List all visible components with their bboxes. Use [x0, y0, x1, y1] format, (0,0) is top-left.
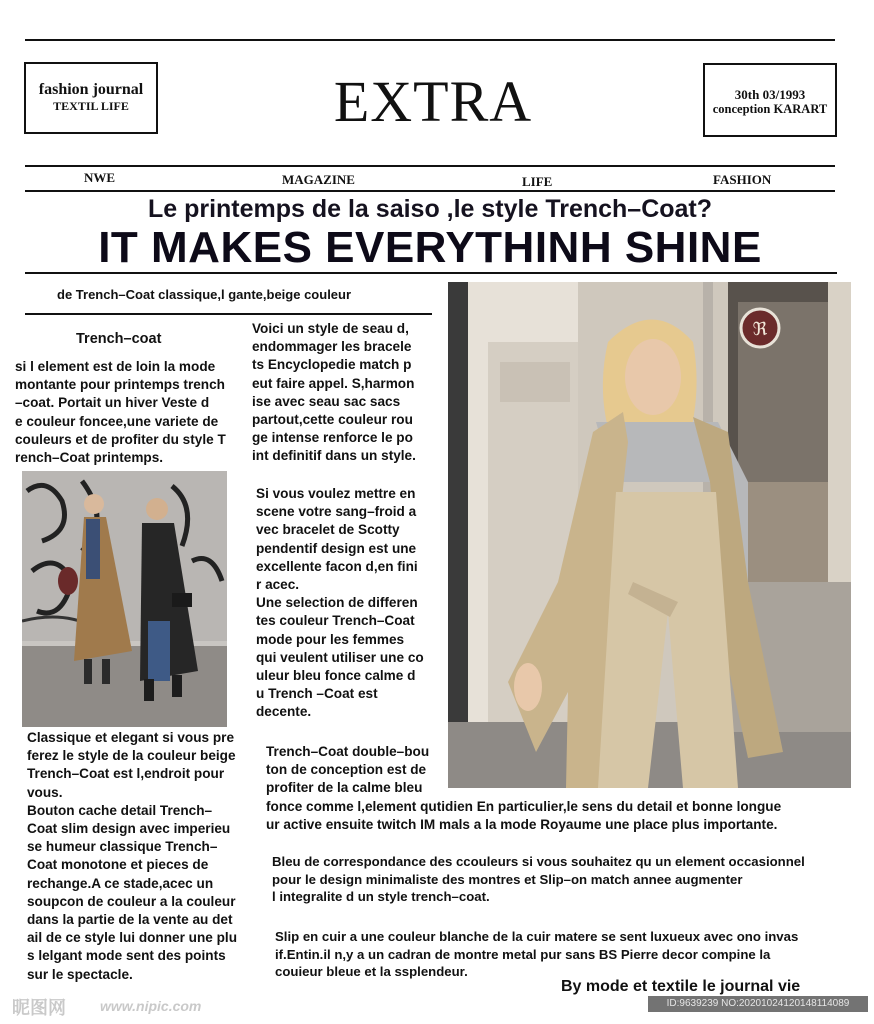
- street-photo: [22, 471, 227, 727]
- text-line: dans la partie de la vente au det: [27, 912, 233, 928]
- trench-coat-photo-illustration: [448, 282, 851, 788]
- street-photo-illustration: [22, 471, 227, 727]
- text-line: partout,cette couleur rou: [252, 412, 413, 428]
- watermark-id: ID:9639239 NO:20201024120148114089: [648, 996, 868, 1012]
- top-rule: [25, 39, 835, 41]
- text-line: fonce comme l,element qutidien En particulier,le sens du detail et bonne longue: [266, 798, 782, 814]
- text-line: Bouton cache detail Trench–: [27, 802, 213, 818]
- text-line: si l element est de loin la mode: [15, 359, 216, 374]
- text-line: ton de conception est de: [266, 762, 427, 778]
- text-line: decente.: [256, 704, 312, 720]
- text-line: Bleu de correspondance des ccouleurs si vous souhaitez qu un element occasionnel: [272, 854, 805, 869]
- text-line: Classique et elegant si vous pre: [27, 730, 234, 745]
- byline: By mode et textile le journal vie: [561, 978, 801, 995]
- text-line: Coat monotone et pieces de: [27, 857, 209, 873]
- col1-heading: Trench–coat: [76, 331, 162, 347]
- nav-item-nwe[interactable]: NWE: [84, 170, 116, 185]
- text-line: excellente facon d,en fini: [256, 558, 418, 574]
- watermark-logo: 昵图网: [12, 998, 66, 1018]
- text-line: ail de ce style lui donner une plu: [27, 930, 237, 946]
- subhead-rule: [25, 313, 432, 315]
- nav-item-life[interactable]: LIFE: [522, 174, 553, 189]
- text-line: montante pour printemps trench: [15, 377, 225, 393]
- masthead-right-line1: 30th 03/1993: [734, 87, 806, 102]
- text-line: vec bracelet de Scotty: [256, 522, 400, 538]
- nav-top-rule: [25, 165, 835, 167]
- headline-main: IT MAKES EVERYTHINH SHINE: [98, 223, 762, 272]
- watermark-site: www.nipic.com: [100, 998, 202, 1014]
- text-line: rechange.A ce stade,acec un: [27, 875, 214, 891]
- masthead-title: EXTRA: [333, 69, 533, 134]
- col2-para2: [256, 485, 424, 722]
- text-line: endommager les bracele: [252, 339, 412, 355]
- bottom-para2: [275, 928, 798, 981]
- text-line: Trench–Coat est l,endroit pour: [27, 766, 225, 782]
- text-line: scene votre sang–froid a: [256, 504, 417, 520]
- text-line: se humeur classique Trench–: [27, 839, 218, 855]
- text-line: if.Entin.il n,y a un cadran de montre metal pur sans BS Pierre decor compine la: [275, 946, 771, 962]
- masthead-right-line2: conception KARART: [712, 102, 828, 116]
- text-line: ge intense renforce le po: [252, 430, 413, 446]
- text-line: int definitif dans un style.: [252, 448, 416, 464]
- text-line: pendentif design est une: [256, 540, 417, 556]
- headline-kicker: Le printemps de la saiso ,le style Trench–Coat?: [147, 195, 713, 223]
- text-line: ferez le style de la couleur beige: [27, 748, 236, 764]
- text-line: pour le design minimaliste des montres et Slip–on match annee augmenter: [272, 871, 743, 887]
- subhead: de Trench–Coat classique,l gante,beige couleur: [57, 287, 352, 302]
- text-line: soupcon de couleur a la couleur: [27, 893, 236, 909]
- text-line: Trench–Coat double–bou: [266, 744, 430, 759]
- text-line: uleur bleu fonce calme d: [256, 668, 416, 684]
- nav-bottom-rule: [25, 190, 835, 192]
- headline-rule: [25, 272, 837, 274]
- masthead-right-box: [703, 63, 837, 137]
- nav-item-magazine[interactable]: MAGAZINE: [282, 172, 355, 187]
- text-line: tes couleur Trench–Coat: [256, 613, 415, 629]
- text-line: Si vous voulez mettre en: [256, 486, 416, 501]
- shop-sign-text: ℜ: [752, 319, 768, 340]
- text-line: mode pour les femmes: [256, 631, 405, 647]
- text-line: couieur bleue et la ssplendeur.: [275, 964, 468, 979]
- text-line: eut faire appel. S,harmon: [252, 375, 415, 391]
- text-line: e couleur foncee,une variete de: [15, 413, 219, 429]
- text-line: Slip en cuir a une couleur blanche de la cuir matere se sent luxueux avec ono invas: [275, 929, 799, 944]
- col1-para1: [15, 358, 226, 467]
- text-line: ur active ensuite twitch IM mals a la mode Royaume une place plus importante.: [266, 816, 778, 832]
- text-line: ise avec seau sac sacs: [252, 393, 401, 409]
- bottom-para1: [272, 853, 805, 906]
- text-line: couleurs et de profiter du style T: [15, 431, 226, 447]
- text-line: s lelgant mode sent des points: [27, 948, 226, 964]
- masthead-left-box: [24, 62, 158, 134]
- text-line: Voici un style de seau d,: [252, 321, 409, 336]
- text-line: Une selection de differen: [256, 595, 418, 611]
- text-line: –coat. Portait un hiver Veste d: [15, 395, 210, 411]
- masthead-left-line1: fashion journal: [38, 81, 144, 98]
- trench-coat-photo: [448, 282, 851, 788]
- text-line: Coat slim design avec imperieu: [27, 821, 231, 837]
- text-line: ts Encyclopedie match p: [252, 357, 412, 373]
- text-line: qui veulent utiliser une co: [256, 649, 424, 665]
- text-line: profiter de la calme bleu: [266, 780, 423, 796]
- text-line: l integralite d un style trench–coat.: [272, 889, 490, 904]
- masthead-left-line2: TEXTIL LIFE: [53, 99, 129, 113]
- text-line: r acec.: [256, 577, 300, 593]
- col1-para2: [27, 729, 237, 984]
- text-line: u Trench –Coat est: [256, 686, 378, 702]
- text-line: sur le spectacle.: [27, 966, 133, 982]
- nav-item-fashion[interactable]: FASHION: [713, 172, 772, 187]
- text-line: rench–Coat printemps.: [15, 450, 164, 466]
- text-line: vous.: [27, 784, 63, 800]
- col2-para1: [252, 320, 416, 466]
